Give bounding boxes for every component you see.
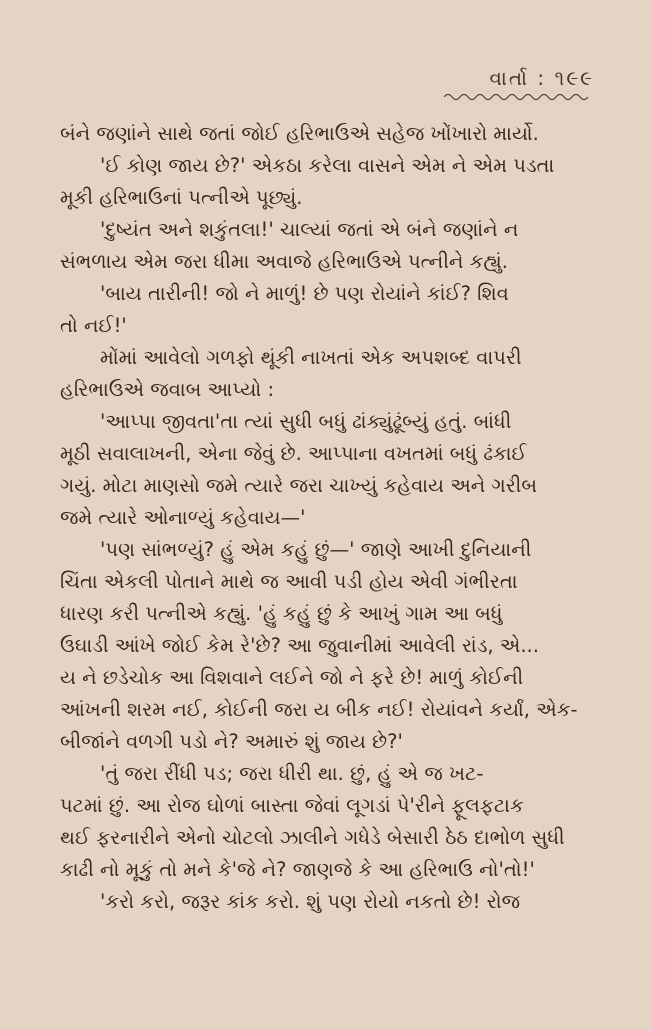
text-line: થઈ ફરનારીને એનો ચોટલો ઝાલીને ગધેડે બેસારી ઠેઠ દાભોળ સુધી (60, 826, 565, 849)
text-line: ઉઘાડી આંખે જોઈ કેમ રે'છે? આ જુવાનીમાં આવેલી રાંડ, એ... (60, 634, 539, 657)
text-line: 'બાય તારીની! જો ને માળું! છે પણ રોયાંને કાંઈ? શિવ (100, 282, 509, 305)
text-line: જમે ત્યારે ઓનાળ્યું કહેવાય—' (60, 506, 306, 529)
page-running-title: વાર્તા : ૧૯૯ (489, 66, 594, 90)
text-line: આંખની શરમ નઈ, કોઈની જરા ય બીક નઈ! રોયાંવને કર્યાં, એક- (60, 698, 578, 721)
text-line: ય ને છડેચોક આ વિશવાને લઈને જો ને ફરે છે! માળું કોઈની (60, 666, 524, 689)
text-line: મોંમાં આવેલો ગળફો થૂંકી નાખતાં એક અપશબ્દ વાપરી (100, 346, 522, 369)
text-line: પટમાં છું. આ રોજ ઘોળાં બાસ્તા જેવાં લૂગડાં પે'રીને ફૂલફટાક (60, 794, 524, 817)
header-squiggle-ornament (444, 92, 594, 102)
text-line: 'દુષ્યંત અને શકુંતલા!' ચાલ્યાં જતાં એ બંને જણાંને ન (100, 218, 519, 241)
text-line: બંને જણાંને સાથે જતાં જોઈ હરિભાઉએ સહેજ ખોંખારો માર્યો. (60, 122, 539, 145)
text-line: બીજાંને વળગી પડો ને? અમારું શું જાય છે?' (60, 730, 403, 753)
text-line: મૂકી હરિભાઉનાં પત્નીએ પૂછ્યું. (60, 186, 303, 209)
text-line: કાઢી નો મૂકું તો મને કે'જે ને? જાણજે કે આ હરિભાઉ નો'તો!' (60, 858, 535, 881)
text-line: સંભળાય એમ જરા ધીમા અવાજે હરિભાઉએ પત્નીને કહ્યું. (60, 250, 508, 273)
text-line: 'ઈ કોણ જાય છે?' એકઠા કરેલા વાસને એમ ને એમ પડતા (100, 154, 555, 177)
text-line: મૂઠી સવાલાખની, એના જેવું છે. આપ્પાના વખતમાં બધું ઢંકાઈ (60, 442, 527, 465)
page-body-text (60, 118, 612, 918)
text-line: ચિંતા એકલી પોતાને માથે જ આવી પડી હોય એવી ગંભીરતા (60, 570, 518, 593)
text-line: 'પણ સાંભળ્યું? હું એમ કહું છું—' જાણે આખી દુનિયાની (100, 538, 532, 561)
text-line: 'તું જરા રીંધી પડ; જરા ધીરી થા. છું, હું એ જ ખટ- (100, 762, 484, 785)
text-line: ધારણ કરી પત્નીએ કહ્યું. 'હું કહું છું કે આખું ગામ આ બધું (60, 602, 503, 625)
text-line: હરિભાઉએ જવાબ આપ્યો : (60, 378, 275, 401)
text-line: ગયું. મોટા માણસો જમે ત્યારે જરા ચાખ્યું કહેવાય અને ગરીબ (60, 474, 538, 497)
text-line: 'આપ્પા જીવતા'તા ત્યાં સુધી બધું ઢાંક્યુંઢૂંબ્યું હતું. બાંધી (100, 410, 512, 433)
running-header (444, 66, 594, 102)
text-line: 'કરો કરો, જરૂર કાંક કરો. શું પણ રોયો નકતો છે! રોજ (100, 890, 521, 913)
text-line: તો નઈ!' (60, 314, 127, 337)
